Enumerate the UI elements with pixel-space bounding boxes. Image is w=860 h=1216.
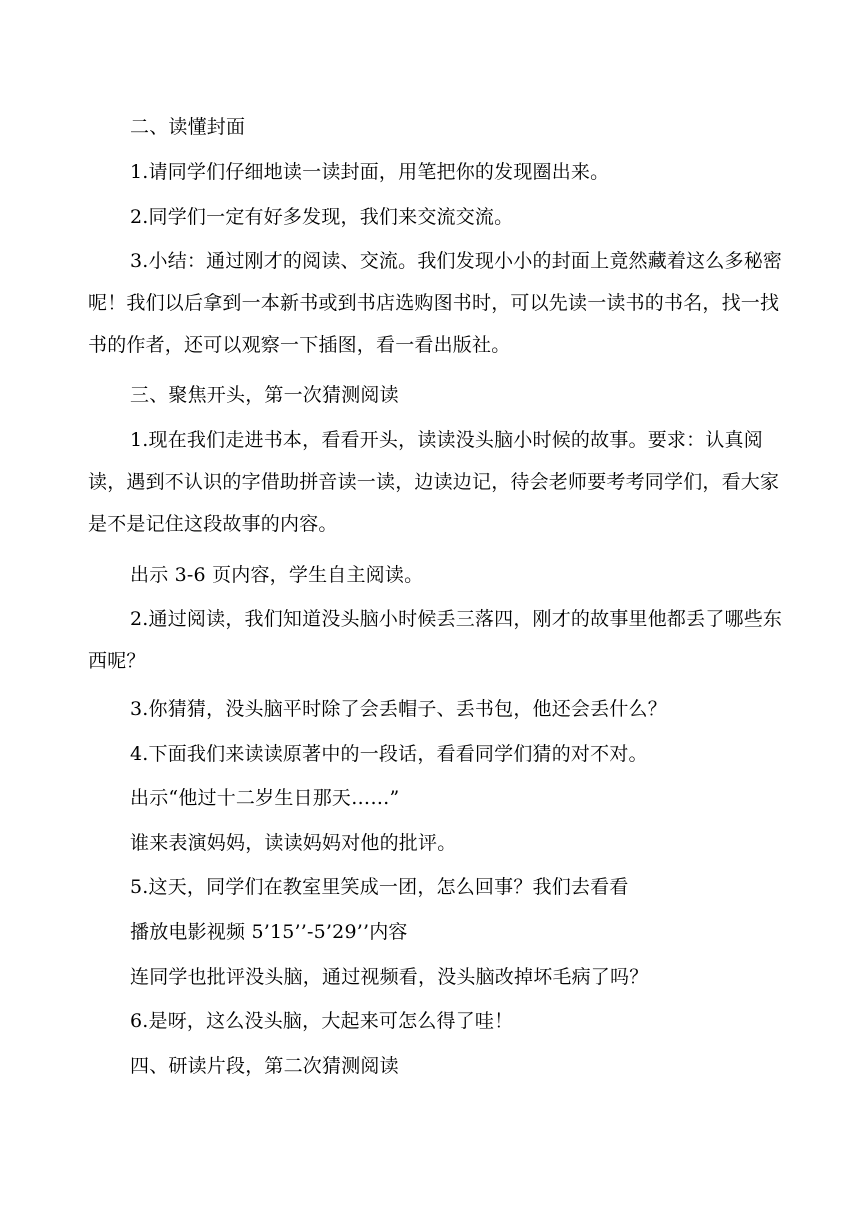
paragraph-3-5-question: 连同学也批评没头脑，通过视频看，没头脑改掉坏毛病了吗？ xyxy=(130,966,649,988)
paragraph-3-4-read: 谁来表演妈妈，读读妈妈对他的批评。 xyxy=(130,832,457,854)
paragraph-3-2: 2.通过阅读，我们知道没头脑小时候丢三落四，刚才的故事里他都丢了哪些东西呢？ xyxy=(88,608,783,672)
heading-section-4: 四、研读片段，第二次猜测阅读 xyxy=(130,1055,399,1077)
heading-section-3: 三、聚焦开头，第一次猜测阅读 xyxy=(130,384,399,406)
heading-section-2: 二、读懂封面 xyxy=(130,116,246,138)
paragraph-3-6: 6.是呀，这么没头脑，大起来可怎么得了哇！ xyxy=(130,1010,514,1032)
paragraph-3-4-show: 出示“他过十二岁生日那天……” xyxy=(130,787,400,809)
paragraph-3-1-note: 出示 3-6 页内容，学生自主阅读。 xyxy=(130,564,424,586)
paragraph-2-3: 3.小结：通过刚才的阅读、交流。我们发现小小的封面上竟然藏着这么多秘密呢！我们以后拿到一本新书或到书店选购图书时，可以先读一读书的书名，找一找书的作者，还可以观察一下插图，看一看出版社。 xyxy=(88,250,783,356)
paragraph-3-3: 3.你猜猜，没头脑平时除了会丢帽子、丢书包，他还会丢什么？ xyxy=(130,698,667,720)
paragraph-3-5-video: 播放电影视频 5’15’’-5’29’’内容 xyxy=(130,921,408,943)
paragraph-3-4: 4.下面我们来读读原著中的一段话，看看同学们猜的对不对。 xyxy=(130,743,648,765)
paragraph-2-1: 1.请同学们仔细地读一读封面，用笔把你的发现圈出来。 xyxy=(130,161,610,183)
paragraph-3-5: 5.这天，同学们在教室里笑成一团，怎么回事？我们去看看 xyxy=(130,876,629,898)
paragraph-2-2: 2.同学们一定有好多发现，我们来交流交流。 xyxy=(130,206,514,228)
paragraph-3-1: 1.现在我们走进书本，看看开头，读读没头脑小时候的故事。要求：认真阅读，遇到不认识的字借助拼音读一读，边读边记，待会老师要考考同学们，看大家是不是记住这段故事的内容。 xyxy=(88,429,780,535)
